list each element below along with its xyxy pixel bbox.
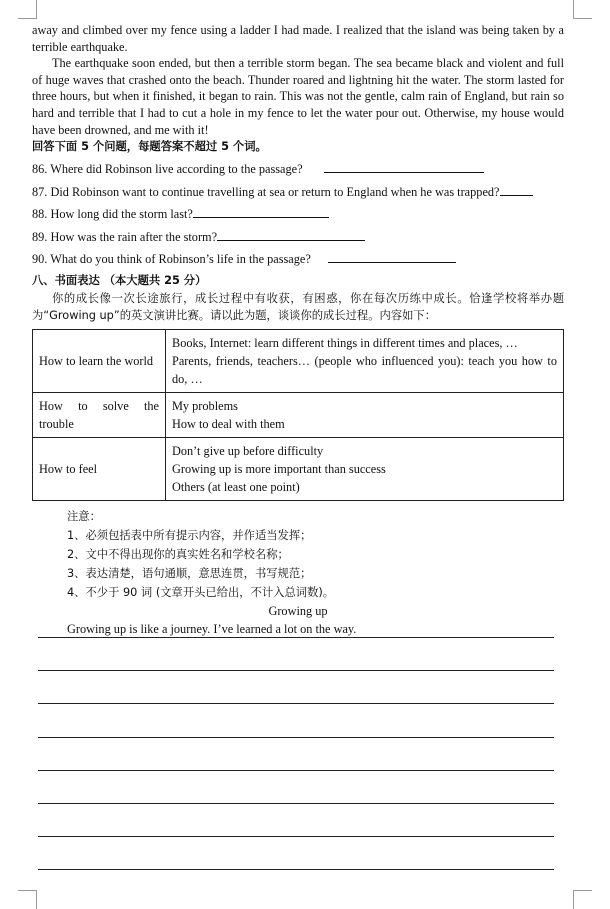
writing-line[interactable] [38,703,554,704]
writing-line[interactable] [38,803,554,804]
crop-mark-bottom-left [18,890,37,909]
table-content-cell: My problems How to deal with them [166,392,564,437]
question-89: 89. How was the rain after the storm? [32,229,564,246]
passage-paragraph-1: away and climbed over my fence using a ladder I had made. I realized that the island was being taken by a terrible earthquake. [32,23,564,54]
question-86: 86. Where did Robinson live according to the passage? [32,161,564,178]
section-8-intro: 你的成长像一次长途旅行，成长过程中有收获，有困惑，你在每次历练中成长。恰逢学校将举办题为“Growing up”的英文演讲比赛。请以此为题，谈谈你的成长过程。内容如下： [32,291,564,323]
answer-blank-89[interactable] [217,229,365,241]
writing-prompt-table [32,329,564,501]
passage-paragraph-2: The earthquake soon ended, but then a terrible storm began. The sea became black and violent and full of huge waves that crashed onto the beach. Thunder roared and lightning hit the water. The storm lasted for three hours, but when it finished, it began to rain. This was not the gentle, calm rain of England, but rain so hard and terrible that I had to cut a hole in my fence to let the water pour out. Otherwise, my house would have been drowned, and me with it! [32,56,564,137]
notes-title: 注意： [67,509,101,523]
table-row [33,329,564,392]
answer-blank-87[interactable] [500,184,533,196]
table-topic-cell: How to feel [33,437,166,500]
crop-mark-top-left [18,0,37,19]
table-row [33,437,564,500]
writing-area[interactable] [38,637,554,903]
section-8-title: 八、书面表达 （本大题共 25 分） [32,274,207,288]
table-row [33,392,564,437]
answer-blank-86[interactable] [324,161,484,173]
essay-opening: Growing up is like a journey. I’ve learned a lot on the way. [67,621,357,636]
table-content-cell: Books, Internet: learn different things in different times and places, … Parents, friends, teachers… (people who influenced you): teach you how to do, … [166,329,564,392]
table-topic-cell: How to learn the world [33,329,166,392]
crop-mark-bottom-right [573,890,592,909]
writing-line[interactable] [38,770,554,771]
answer-blank-88[interactable] [193,206,329,218]
crop-mark-top-right [573,0,592,19]
question-87: 87. Did Robinson want to continue travelling at sea or return to England when he was trapped? [32,184,564,201]
essay-title: Growing up [268,603,328,618]
note-item: 1、必须包括表中所有提示内容，并作适当发挥； [67,528,312,542]
exam-page [32,22,564,638]
note-item: 4、不少于 90 词 (文章开头已给出，不计入总词数)。 [67,585,335,599]
note-item: 3、表达清楚，语句通顺，意思连贯，书写规范； [67,566,312,580]
table-topic-cell: How to solve the trouble [33,392,166,437]
table-content-cell: Don’t give up before difficulty Growing up is more important than success Others (at least one point) [166,437,564,500]
answer-blank-90[interactable] [328,251,456,263]
question-88: 88. How long did the storm last? [32,206,564,223]
note-item: 2、文中不得出现你的真实姓名和学校名称； [67,547,289,561]
writing-line[interactable] [38,836,554,837]
qa-instructions: 回答下面 5 个问题，每题答案不超过 5 个词。 [32,140,267,154]
writing-line[interactable] [38,637,554,638]
writing-line[interactable] [38,670,554,671]
question-90: 90. What do you think of Robinson’s life in the passage? [32,251,564,268]
notes-block [32,507,564,602]
writing-line[interactable] [38,869,554,870]
writing-line[interactable] [38,737,554,738]
